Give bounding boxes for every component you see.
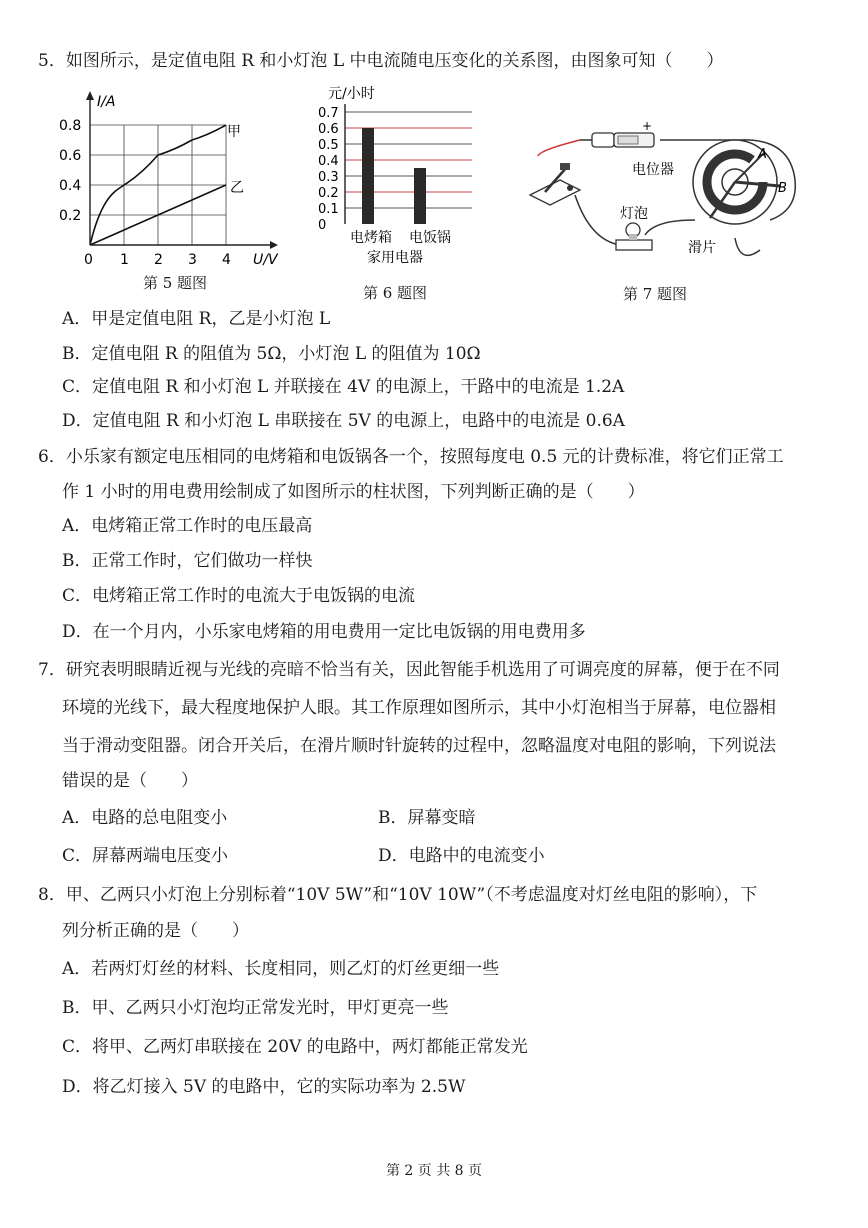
fig5-xtick-label: 2 <box>154 252 163 268</box>
fig6-ytick-label: 0.5 <box>318 138 339 153</box>
fig6-cat-cooker: 电饭锅 <box>409 230 451 246</box>
fig6-chart <box>312 82 492 272</box>
q6-option-b: B．正常工作时，它们做功一样快 <box>62 551 313 571</box>
q8-stem-1: 8．甲、乙两只小灯泡上分别标着“10V 5W”和“10V 10W”（不考虑温度对灯丝电阻的影响），下 <box>38 885 758 905</box>
q6-option-d: D．在一个月内，小乐家电烤箱的用电费用一定比电饭锅的用电费用多 <box>62 622 586 642</box>
q7-stem-4: 错误的是（ ） <box>62 771 198 791</box>
fig6-ytick-label: 0.4 <box>318 154 339 169</box>
fig6-cat-oven: 电烤箱 <box>350 230 392 246</box>
q7-stem-1: 7．研究表明眼睛近视与光线的亮暗不恰当有关，因此智能手机选用了可调亮度的屏幕，便于在不同 <box>38 660 780 680</box>
fig6-ylabel: 元/小时 <box>328 86 375 102</box>
q7-option-a: A．电路的总电阻变小 <box>62 808 228 828</box>
q8-stem-2: 列分析正确的是（ ） <box>62 921 249 941</box>
fig6-ytick-label: 0.3 <box>318 170 339 185</box>
fig5-ytick-label: 0.8 <box>59 118 82 134</box>
q6-stem-1: 6．小乐家有额定电压相同的电烤箱和电饭锅各一个，按照每度电 0.5 元的计费标准，将它们正常工 <box>38 447 784 467</box>
switch-icon <box>530 163 580 205</box>
fig5-label-yi: 乙 <box>230 180 244 196</box>
fig5-xtick-label: 1 <box>120 252 129 268</box>
q7-option-d: D．电路中的电流变小 <box>378 846 545 866</box>
q5-option-b: B．定值电阻 R 的阻值为 5Ω，小灯泡 L 的阻值为 10Ω <box>62 344 481 364</box>
fig5-ytick-label: 0.6 <box>59 148 82 164</box>
fig7-label-b: B <box>778 181 787 196</box>
q6-stem-2: 作 1 小时的用电费用绘制成了如图所示的柱状图，下列判断正确的是（ ） <box>62 482 645 502</box>
q7-stem-2: 环境的光线下，最大程度地保护人眼。其工作原理如图所示，其中小灯泡相当于屏幕，电位器相 <box>62 698 776 718</box>
q8-option-c: C．将甲、乙两灯串联接在 20V 的电路中，两灯都能正常发光 <box>62 1037 528 1057</box>
q8-option-d: D．将乙灯接入 5V 的电路中，它的实际功率为 2.5W <box>62 1077 466 1097</box>
fig5-xtick-label: 0 <box>84 252 93 268</box>
fig7-label-bulb: 灯泡 <box>620 206 648 222</box>
fig7-plus: + <box>642 119 653 133</box>
q8-option-b: B．甲、乙两只小灯泡均正常发光时，甲灯更亮一些 <box>62 998 449 1018</box>
fig6-ytick-label: 0 <box>318 218 327 233</box>
fig7-label-pot: 电位器 <box>632 162 674 178</box>
fig6-caption: 第 6 题图 <box>362 284 428 302</box>
fig6-ytick-label: 0.6 <box>318 122 339 137</box>
bulb-icon <box>616 223 652 250</box>
fig5-ylabel: I/A <box>97 94 116 110</box>
fig6-xlabel: 家用电器 <box>367 250 423 266</box>
fig5-label-jia: 甲 <box>227 124 241 140</box>
fig5-xtick-label: 3 <box>188 252 197 268</box>
fig5-graph <box>55 88 295 268</box>
q6-option-c: C．电烤箱正常工作时的电流大于电饭锅的电流 <box>62 586 416 606</box>
fig6-ytick-label: 0.1 <box>318 202 339 217</box>
fig5-caption: 第 5 题图 <box>142 274 208 292</box>
q5-stem: 5．如图所示，是定值电阻 R 和小灯泡 L 中电流随电压变化的关系图，由图象可知（ ） <box>38 51 724 71</box>
fig5-xlabel: U/V <box>253 252 278 268</box>
q7-option-b: B．屏幕变暗 <box>378 808 476 828</box>
potentiometer-icon <box>693 140 780 224</box>
q5-option-c: C．定值电阻 R 和小灯泡 L 并联接在 4V 的电源上，干路中的电流是 1.2A <box>62 377 625 397</box>
fig7-caption: 第 7 题图 <box>622 285 688 303</box>
fig7-label-slider: 滑片 <box>688 240 716 256</box>
page-footer: 第 2 页 共 8 页 <box>385 1163 483 1179</box>
fig7-label-a: A <box>758 147 767 162</box>
q6-option-a: A．电烤箱正常工作时的电压最高 <box>62 516 313 536</box>
fig5-xtick-label: 4 <box>222 252 231 268</box>
q7-stem-3: 当于滑动变阻器。闭合开关后，在滑片顺时针旋转的过程中，忽略温度对电阻的影响，下列说法 <box>62 736 776 756</box>
fig5-ytick-label: 0.4 <box>59 178 82 194</box>
fig5-ytick-label: 0.2 <box>59 208 82 224</box>
fig6-bar-cooker <box>414 168 426 224</box>
fig6-bar-oven <box>362 128 374 224</box>
fig6-ytick-label: 0.7 <box>318 106 339 121</box>
q8-option-a: A．若两灯灯丝的材料、长度相同，则乙灯的灯丝更细一些 <box>62 959 500 979</box>
q7-option-c: C．屏幕两端电压变小 <box>62 846 229 866</box>
q5-option-d: D．定值电阻 R 和小灯泡 L 串联接在 5V 的电源上，电路中的电流是 0.6A <box>62 411 625 431</box>
fig7-circuit <box>520 100 820 285</box>
battery-icon <box>592 133 654 147</box>
fig6-ytick-label: 0.2 <box>318 186 339 201</box>
q5-option-a: A．甲是定值电阻 R，乙是小灯泡 L <box>62 309 331 329</box>
